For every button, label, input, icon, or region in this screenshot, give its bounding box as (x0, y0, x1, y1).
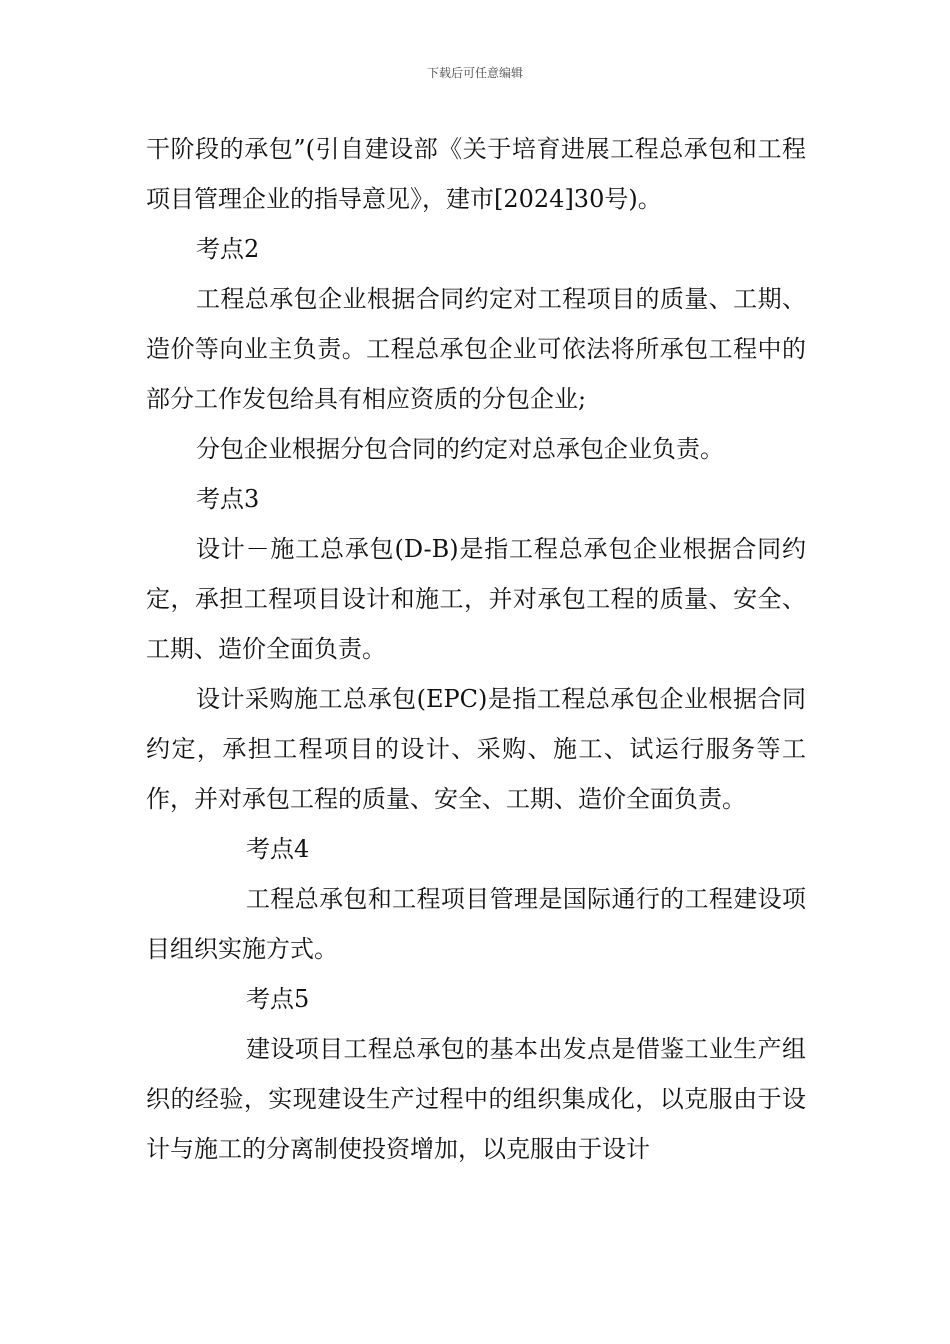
page-header: 下载后可任意编辑 (426, 66, 523, 80)
paragraph-6: 设计－施工总承包(D-B)是指工程总承包企业根据合同约定，承担工程项目设计和施工，并对承包工程的质量、安全、工期、造价全面负责。 (146, 535, 806, 663)
heading-point-2: 考点2 (196, 235, 260, 263)
paragraph-4: 分包企业根据分包合同的约定对总承包企业负责。 (196, 435, 724, 463)
heading-point-5: 考点5 (246, 985, 310, 1013)
heading-point-4: 考点4 (246, 835, 310, 863)
heading-point-3: 考点3 (196, 485, 260, 513)
paragraph-7: 设计采购施工总承包(EPC)是指工程总承包企业根据合同约定，承担工程项目的设计、采购、施工、试运行服务等工作，并对承包工程的质量、安全、工期、造价全面负责。 (146, 685, 806, 813)
paragraph-9: 工程总承包和工程项目管理是国际通行的工程建设项目组织实施方式。 (146, 885, 806, 963)
document-body (146, 124, 806, 1174)
paragraph-1: 干阶段的承包”(引自建设部《关于培育进展工程总承包和工程项目管理企业的指导意见》，建市[2024]30号)。 (146, 135, 806, 213)
paragraph-3: 工程总承包企业根据合同约定对工程项目的质量、工期、造价等向业主负责。工程总承包企业可依法将所承包工程中的部分工作发包给具有相应资质的分包企业; (146, 285, 806, 413)
paragraph-11: 建设项目工程总承包的基本出发点是借鉴工业生产组织的经验，实现建设生产过程中的组织集成化，以克服由于设计与施工的分离制使投资增加，以克服由于设计 (146, 1035, 806, 1163)
